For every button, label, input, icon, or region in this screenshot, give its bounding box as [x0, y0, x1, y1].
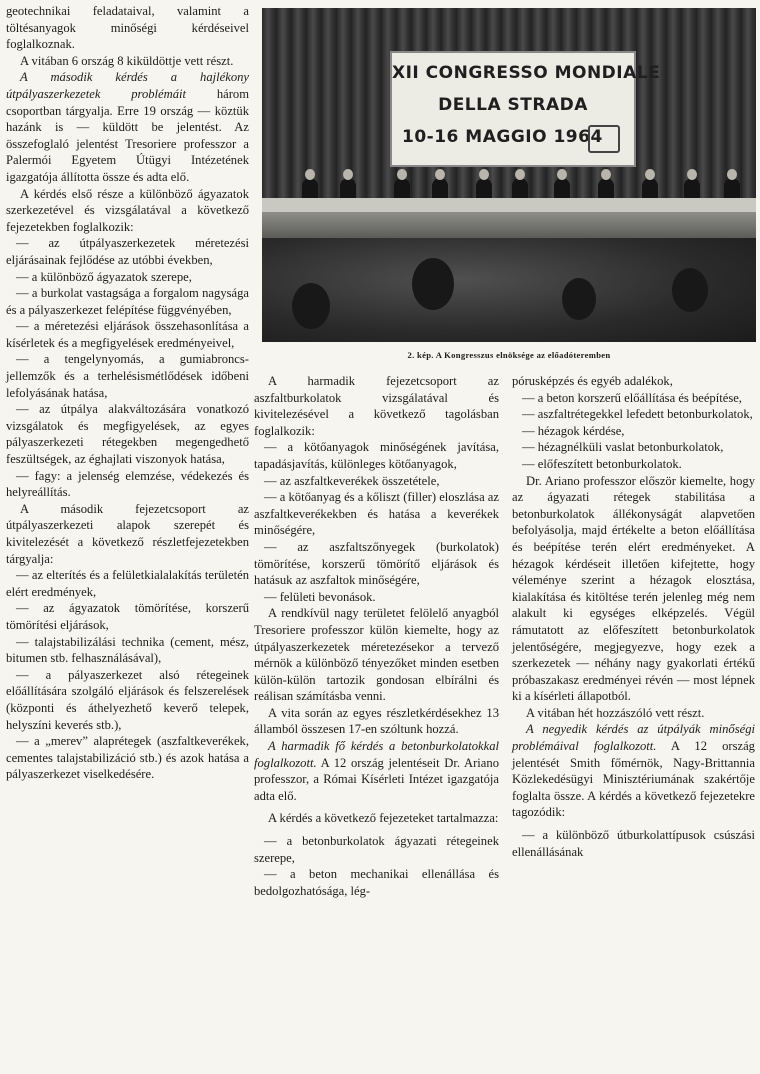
list-item: — hézagok kérdése,: [522, 423, 625, 438]
section-heading: A harmadik fő kérdés a betonburkolatokkal foglalkozott.: [254, 739, 499, 770]
presidium-table: [262, 198, 756, 212]
audience-head: [562, 278, 596, 320]
paragraph: [512, 721, 755, 821]
paragraph-text: A 12 ország jelentését Smith főmérnök, Nagy-Brittannia Közlekedésügyi Minisztériumának szakértője foglalta össze. A kérdés a következő fejezetekre tagozódik:: [512, 739, 755, 820]
list-item: — a különböző ágyazatok szerepe,: [16, 269, 192, 284]
audience-head: [292, 283, 330, 329]
presidium-member: [512, 178, 528, 200]
list-item: — előfeszített betonburkolatok.: [522, 456, 682, 471]
presidium-member: [432, 178, 448, 200]
list-item: — az elterítés és a felületkialalakítás területén elért eredmények,: [6, 568, 249, 599]
list-item: — a beton mechanikai ellenállása és bedolgozhatósága, lég-: [254, 867, 499, 898]
list-item: — talajstabilizálási technika (cement, mész, bitumen stb. felhasználásával),: [6, 634, 249, 666]
paragraph-text: három csoportban tárgyalja. Erre 19 ország — köztük hazánk is — küldött be jelentést. Az összefoglaló jelentést Tresoriere professzor a Palermói Egyetem Útügyi Intézetének igazgatója állította össze és adta elő.: [6, 86, 249, 184]
paragraph: A második fejezetcsoport az útpályaszerkezeti alapok szerepét és kivitelezését a következő részletfejezetekben tárgyalja:: [6, 501, 249, 566]
list-item: — a beton korszerű előállítása és beépítése,: [522, 390, 742, 405]
paragraph: [254, 738, 499, 804]
text-column-3: [512, 373, 755, 860]
banner-line-1: XII CONGRESSO MONDIALE: [392, 63, 661, 83]
congress-photo: [262, 8, 756, 342]
photo-caption: 2. kép. A Kongresszus elnöksége az előadóteremben: [407, 350, 611, 360]
congress-banner: [390, 51, 661, 167]
list-item: — az aszfaltszőnyegek (burkolatok) tömörítése, korszerű tömörítő eljárások és hatásuk az aszfaltok minőségére,: [254, 539, 499, 588]
list-item: — aszfaltrétegekkel lefedett betonburkolatok,: [522, 407, 753, 422]
list-item: — a tengelynyomás, a gumiabroncs-jellemzők és a terhelésismétlődések időbeni lefolyásának hatása,: [6, 352, 249, 400]
list-item: — a különböző útburkolattípusok csúszási ellenállásának: [512, 828, 755, 859]
text-column-2: [254, 373, 499, 899]
list-item: — a betonburkolatok ágyazati rétegeinek szerepe,: [254, 834, 499, 865]
presidium-member: [340, 178, 356, 200]
presidium-member: [724, 178, 740, 200]
presidium-member: [684, 178, 700, 200]
audience-head: [672, 268, 708, 312]
list-item: — felületi bevonások.: [264, 589, 376, 604]
banner-line-3: 10-16 MAGGIO 1964: [402, 127, 603, 147]
presidium-member: [302, 178, 318, 200]
list-item: — hézagnélküli vaslat betonburkolatok,: [522, 440, 724, 455]
audience-hall: [262, 238, 756, 342]
section-heading: A negyedik kérdés az útpályák minőségi problémáival foglalkozott.: [512, 722, 755, 754]
presidium-member: [476, 178, 492, 200]
list-item: — a pályaszerkezet alsó rétegeinek előállítására szolgáló eljárások és felszerelések (központi és áthelyezhető keverő telepek, helyszíni keverés stb.),: [6, 667, 249, 732]
text-column-1: [6, 3, 249, 783]
audience-head: [412, 258, 454, 310]
list-item: — a méretezési eljárások összehasonlítása a kísérletek és a megfigyelések eredményeivel,: [6, 319, 249, 350]
banner-line-2: DELLA STRADA: [438, 95, 588, 115]
list-item: — az útpályaszerkezetek méretezési eljárásainak fejlődése az utóbbi években,: [6, 236, 249, 267]
presidium-member: [642, 178, 658, 200]
paragraph-text: A 12 ország jelentéseit Dr. Ariano professzor, a Római Kísérleti Intézet igazgatója adta elő.: [254, 755, 499, 803]
list-item: pórusképzés és egyéb adalékok,: [512, 374, 673, 388]
list-item: — az ágyazatok tömörítése, korszerű tömörítési eljárások,: [6, 601, 249, 632]
list-item: — az aszfaltkeverékek összetétele,: [264, 473, 440, 488]
list-item: — az útpálya alakváltozására vonatkozó vizsgálatok és megfigyelések, az egyes pályaszerkezeti rétegekben megengedhető feszültségek, az éghajlati viszonyok hatása,: [6, 402, 249, 467]
presidium-member: [554, 178, 570, 200]
list-item: — a kötőanyag és a kőliszt (filler) eloszlása az aszfaltkeverékekben és hatása a keverékek minőségére,: [254, 490, 499, 538]
paragraph: A kérdés első része a különböző ágyazatok szerkezetével és vizsgálatával a következő fejezetekben foglalkozik:: [6, 186, 249, 234]
list-item: — a burkolat vastagsága a forgalom nagysága és a pályaszerkezet felépítése függvényében,: [6, 286, 249, 317]
section-heading: A második kérdés a hajlékony útpályaszerkezetek problémáit: [6, 70, 249, 101]
emblem-icon: [588, 125, 620, 153]
paragraph: A kérdés a következő fejezeteket tartalmazza:: [268, 811, 499, 826]
paragraph: A rendkívül nagy területet felölelő anyagból Tresoriere professzor külön kiemelte, hogy az útpályaszerkezetek méretezésekor a tervező mérnök a különböző tényezőket minden esetben külön-külön tartozik gondosan elbírálni és reálisan számításba venni.: [254, 606, 499, 704]
presidium-member: [598, 178, 614, 200]
table-drape: [262, 212, 756, 238]
presidium-member: [394, 178, 410, 200]
list-item: — a „merev” alaprétegek (aszfaltkeverékek, cementes talajstabilizáció stb.) és azok hatása a pályaszerkezet viselkedésére.: [6, 734, 249, 782]
list-item: — a kötőanyagok minőségének javítása, tapadásjavítás, különleges kötőanyagok,: [254, 440, 499, 471]
paragraph: A harmadik fejezetcsoport az aszfaltburkolatok vizsgálatával és kivitelezésével a következő tagolásban foglalkozik:: [254, 374, 499, 438]
paragraph: A vitában 6 ország 8 kiküldöttje vett részt.: [20, 53, 234, 68]
paragraph: Dr. Ariano professzor először kiemelte, hogy az ágyazati rétegek stabilitása a betonburkolatok állékonyságát alapvetően befolyásolja, majd értékelte a beton előállítása és beépítése terén elért eredményeket. A hézagok kérdéseit illetően kifejtette, hogy véleménye szerint a hézagok elosztása, kialakítása és kitöltése terén jelenleg még nem alakult ki egységes elképzelés. Végül rámutatott az előfeszített betonburkolatok jelentőségére, megjegyezve, hogy ezek a szerkezetek — néhány nagy gyakorlati értékű próbaszakasz eredményei révén — most lépnek ki a kísérleti állapotból.: [512, 473, 755, 704]
paragraph: geotechnikai feladataival, valamint a töltésanyagok minőségi kérdéseivel foglalkoznak.: [6, 4, 249, 52]
paragraph: A vitában hét hozzászóló vett részt.: [526, 705, 705, 720]
paragraph: [6, 69, 249, 185]
paragraph: A vita során az egyes részletkérdésekhez 13 államból összesen 17-en szóltunk hozzá.: [254, 705, 499, 737]
list-item: — fagy: a jelenség elemzése, védekezés és helyreállítás.: [6, 468, 249, 500]
